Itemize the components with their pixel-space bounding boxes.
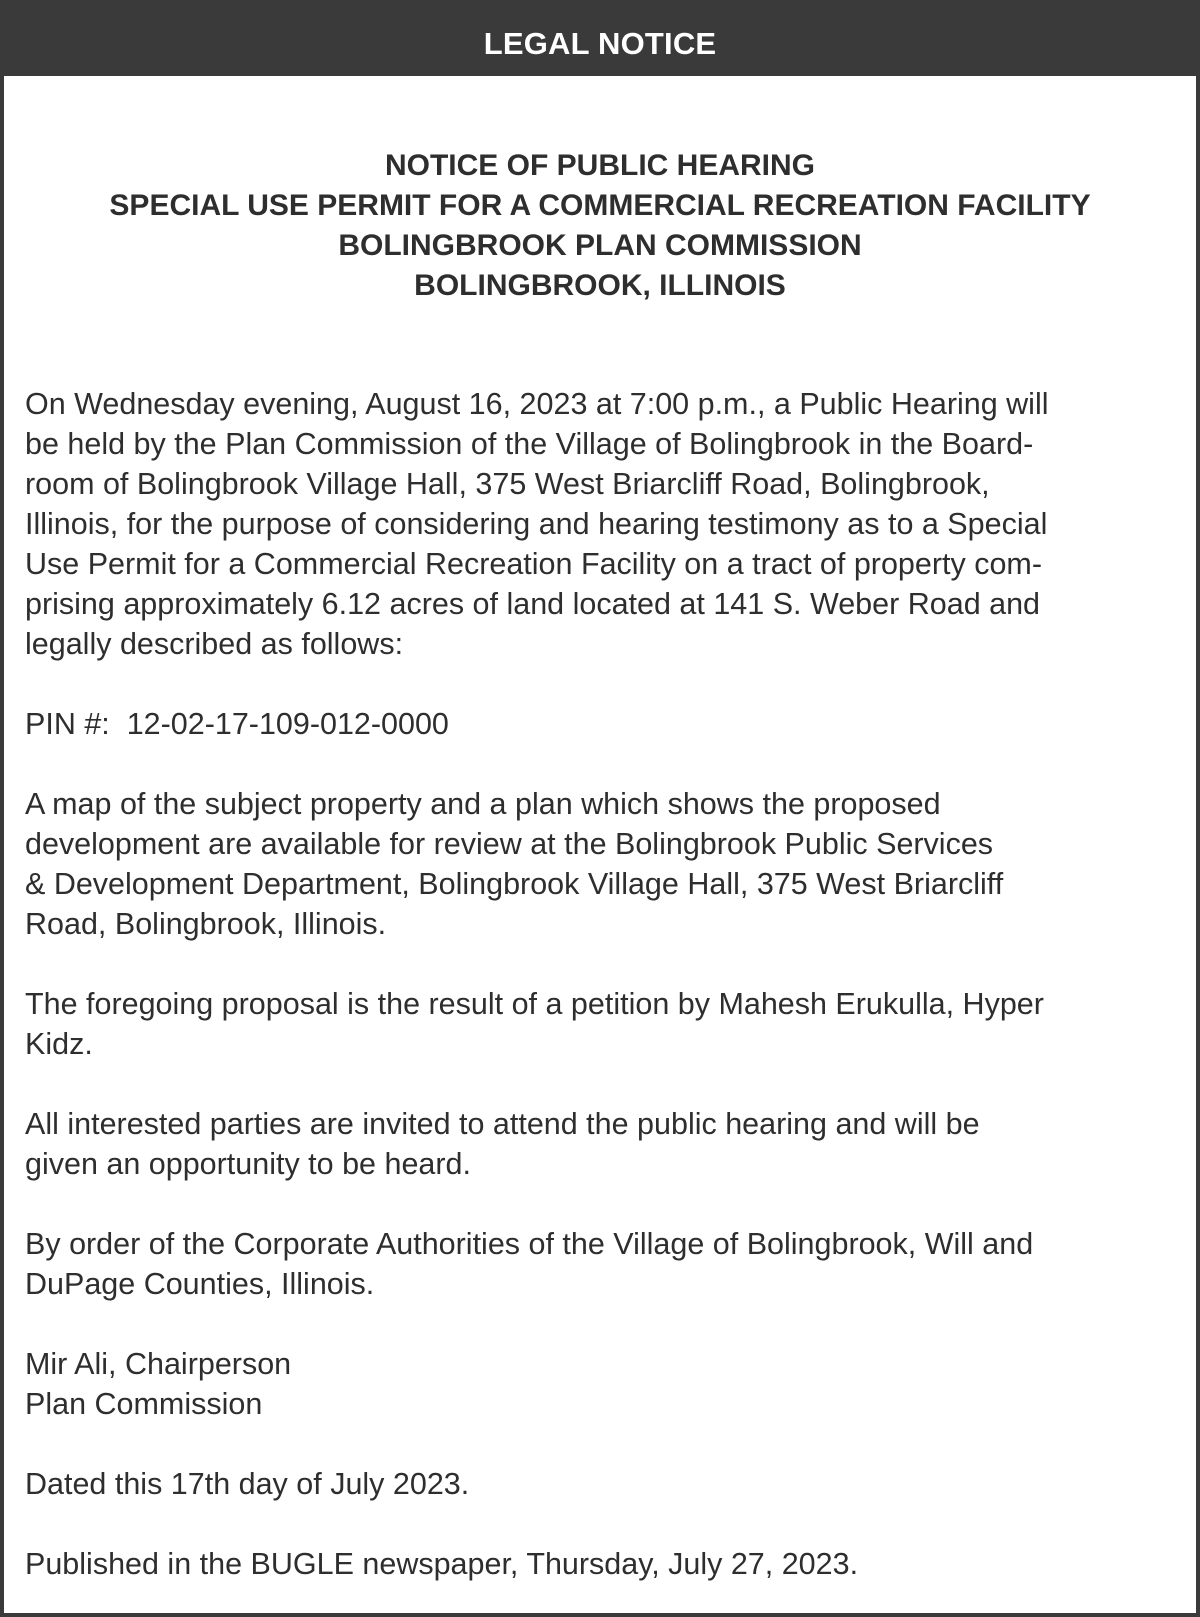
paragraph-line: & Development Department, Bolingbrook Village Hall, 375 West Briarcliff [25, 867, 1004, 901]
title-line: SPECIAL USE PERMIT FOR A COMMERCIAL RECREATION FACILITY [109, 189, 1091, 222]
paragraph-line: prising approximately 6.12 acres of land located at 141 S. Weber Road and [25, 587, 1041, 621]
signer-name: Mir Ali, Chairperson [25, 1347, 292, 1381]
paragraph-line: be held by the Plan Commission of the Village of Bolingbrook in the Board- [25, 427, 1034, 461]
paragraph-line: given an opportunity to be heard. [25, 1147, 471, 1181]
invite-paragraph [25, 1104, 1184, 1184]
paragraph-line: Use Permit for a Commercial Recreation Facility on a tract of property com- [25, 547, 1042, 581]
paragraph-line: DuPage Counties, Illinois. [25, 1267, 375, 1301]
paragraph-line: A map of the subject property and a plan which shows the proposed [25, 787, 941, 821]
published-paragraph [25, 1544, 1184, 1584]
pin-paragraph [25, 704, 1184, 744]
notice-title [4, 146, 1196, 306]
notice-header [4, 4, 1196, 76]
title-line: BOLINGBROOK PLAN COMMISSION [338, 229, 862, 262]
signature-block [25, 1344, 1184, 1424]
paragraph-line: legally described as follows: [25, 627, 404, 661]
title-line: BOLINGBROOK, ILLINOIS [414, 269, 786, 302]
paragraph-line: The foregoing proposal is the result of a petition by Mahesh Erukulla, Hyper [25, 987, 1044, 1021]
paragraph-line: On Wednesday evening, August 16, 2023 at 7:00 p.m., a Public Hearing will [25, 387, 1049, 421]
paragraph-line: All interested parties are invited to attend the public hearing and will be [25, 1107, 980, 1141]
pin-number: PIN #: 12-02-17-109-012-0000 [25, 707, 449, 741]
intro-paragraph [25, 384, 1184, 664]
order-paragraph [25, 1224, 1184, 1304]
paragraph-line: development are available for review at the Bolingbrook Public Services [25, 827, 994, 861]
map-paragraph [25, 784, 1184, 944]
notice-body [4, 384, 1196, 1584]
paragraph-line: Road, Bolingbrook, Illinois. [25, 907, 387, 941]
paragraph-line: room of Bolingbrook Village Hall, 375 West Briarcliff Road, Bolingbrook, [25, 467, 990, 501]
petition-paragraph [25, 984, 1184, 1064]
published-line: Published in the BUGLE newspaper, Thursday, July 27, 2023. [25, 1547, 859, 1581]
dated-line: Dated this 17th day of July 2023. [25, 1467, 470, 1501]
dated-paragraph [25, 1464, 1184, 1504]
paragraph-line: Illinois, for the purpose of considering and hearing testimony as to a Special [25, 507, 1048, 541]
notice-header-label: LEGAL NOTICE [483, 26, 717, 61]
paragraph-line: Kidz. [25, 1027, 93, 1061]
paragraph-line: By order of the Corporate Authorities of the Village of Bolingbrook, Will and [25, 1227, 1034, 1261]
signer-body: Plan Commission [25, 1387, 263, 1421]
title-line: NOTICE OF PUBLIC HEARING [384, 149, 815, 182]
